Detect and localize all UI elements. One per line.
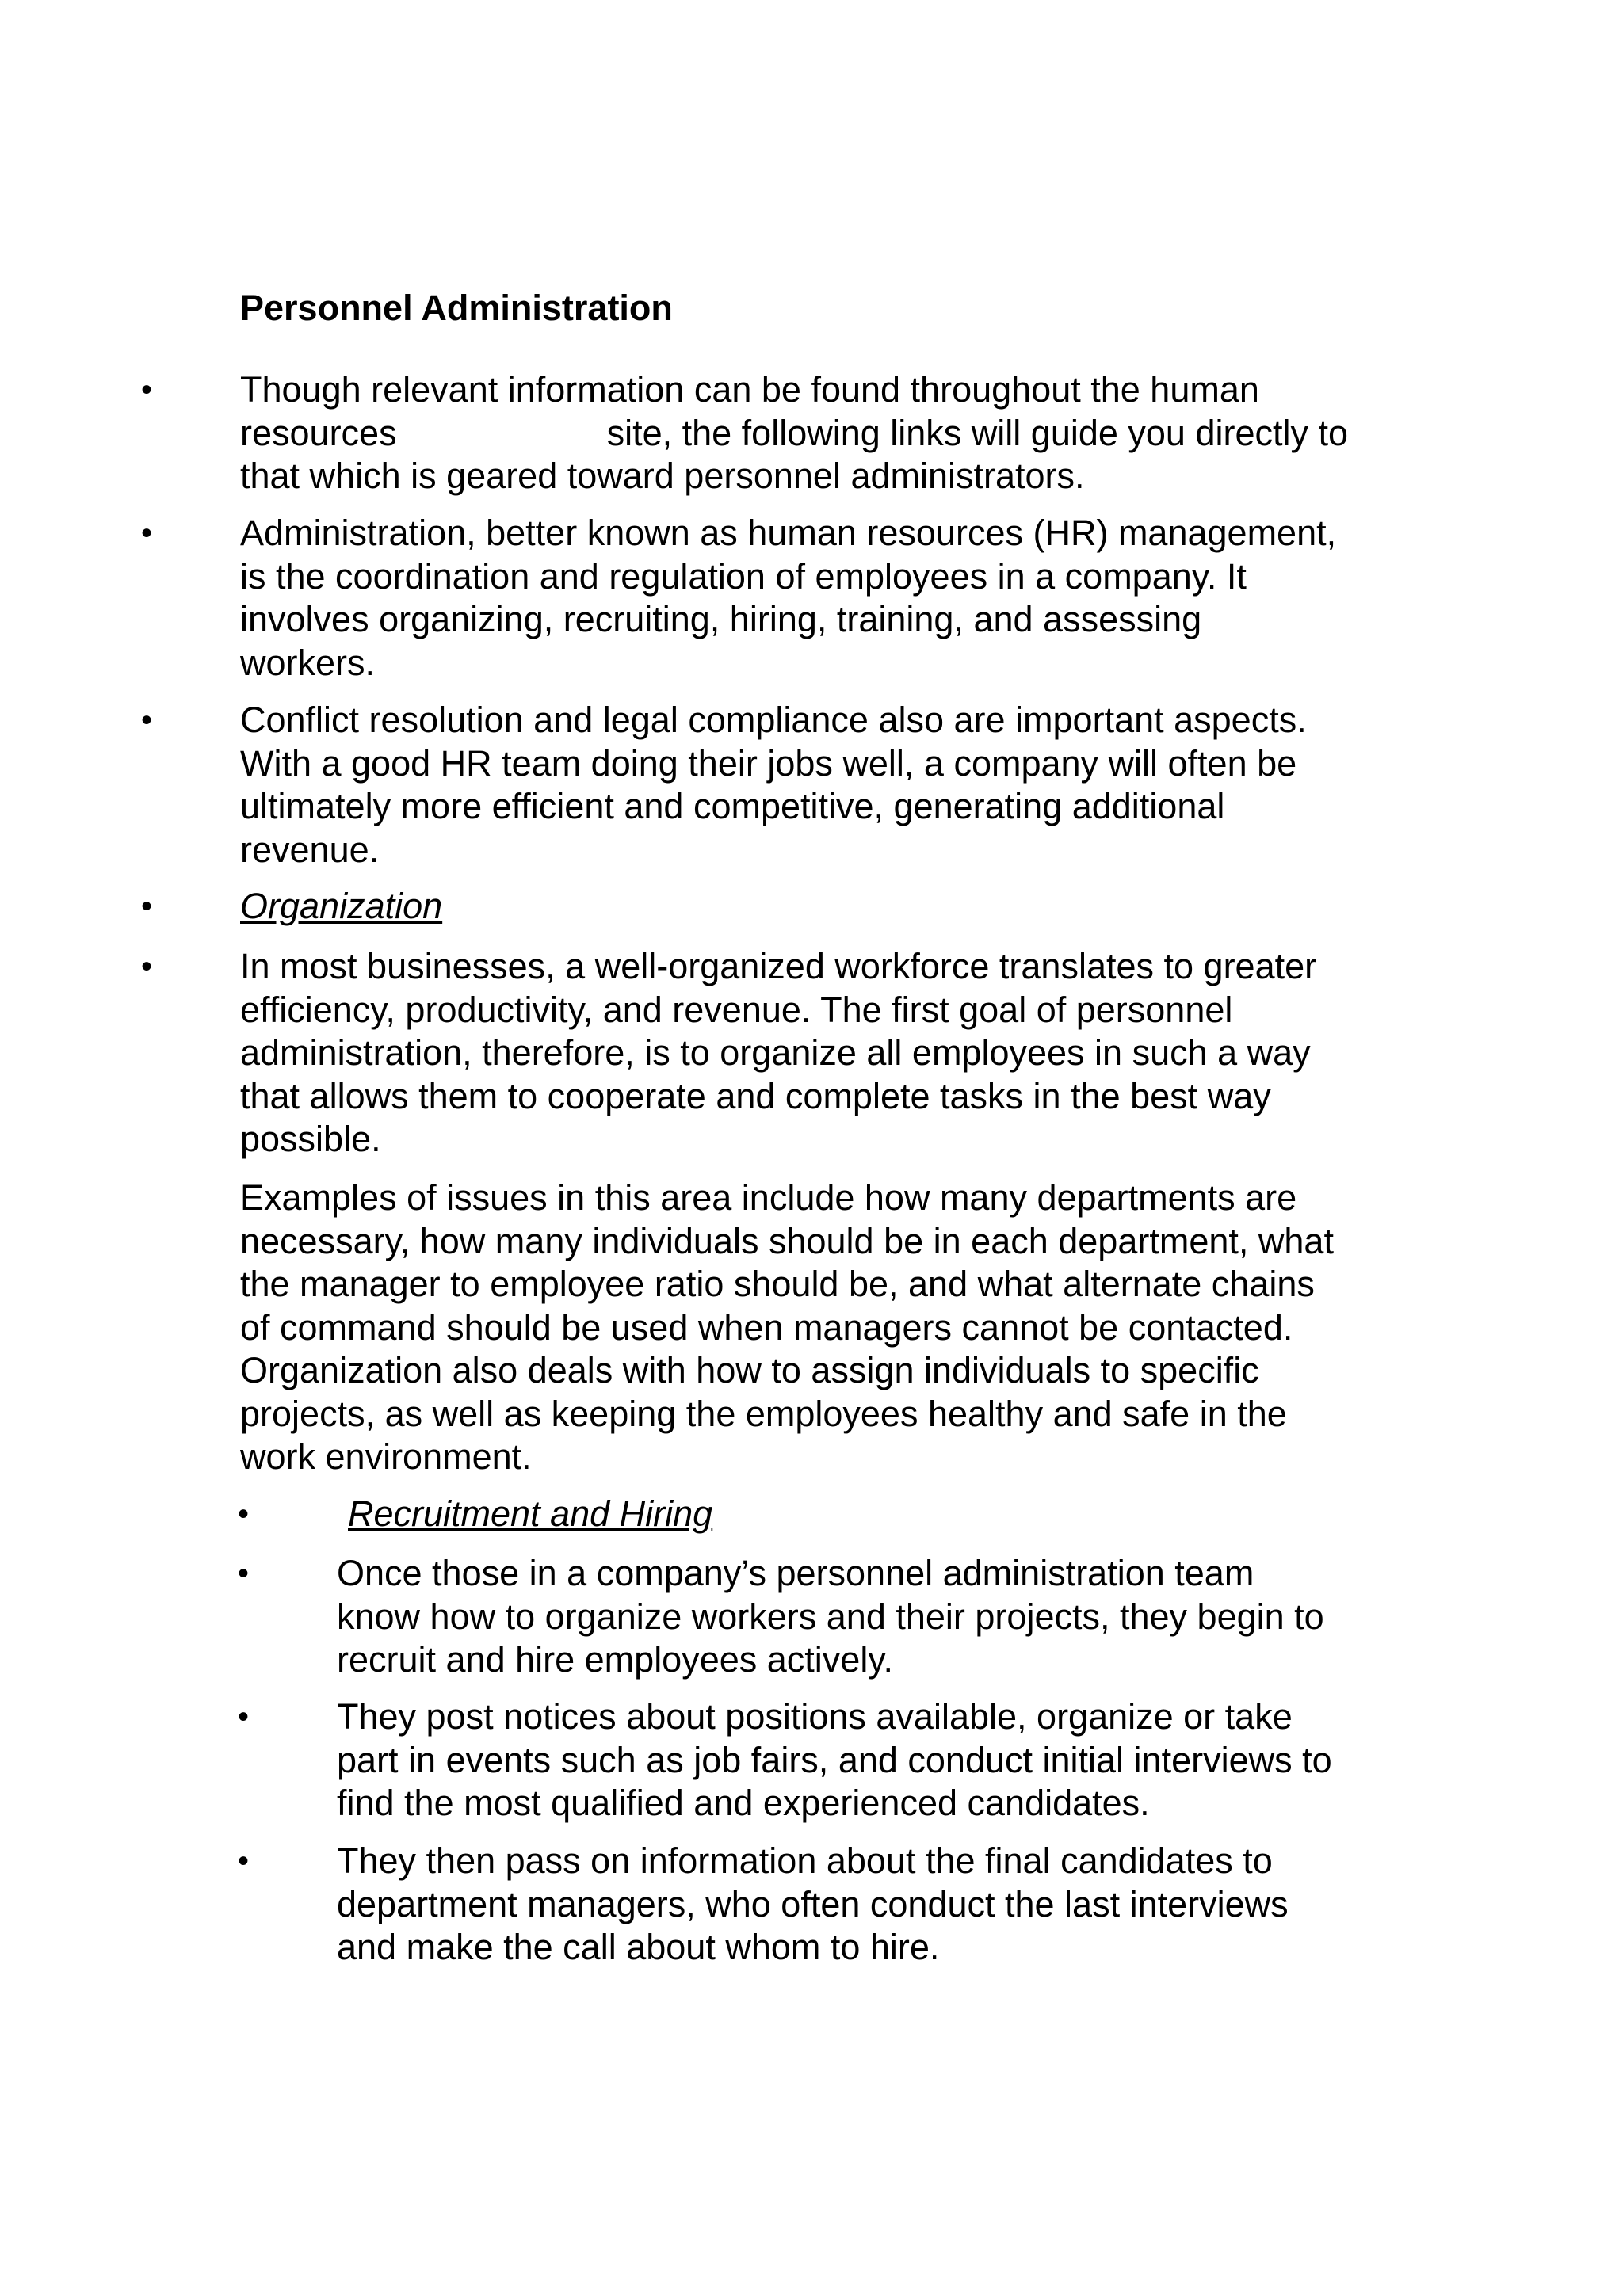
list-item [238,1552,1415,1682]
list-item [238,1493,1415,1536]
text-line: They then pass on information about the final candidates to [337,1840,1273,1881]
text-line: that allows them to cooperate and complete tasks in the best way [240,1075,1271,1116]
recruitment-and-hiring-link[interactable]: Recruitment and Hiring [348,1493,713,1534]
text-line: efficiency, productivity, and revenue. The first goal of personnel [240,989,1233,1030]
bullet-icon: • [238,1844,250,1878]
text-line: ultimately more efficient and competitive, generating additional [240,786,1225,826]
text-line: workers. [240,642,376,683]
text-line: administration, therefore, is to organize all employees in such a way [240,1032,1311,1073]
text-line: Examples of issues in this area include how many departments are [240,1177,1297,1218]
bullet-icon: • [141,949,153,984]
text-line: With a good HR team doing their jobs well, a company will often be [240,742,1297,784]
text-line: Though relevant information can be found throughout the human [240,369,1259,410]
text-fragment: resources [240,412,397,453]
list-item [238,1840,1415,1970]
text-line: find the most qualified and experienced candidates. [337,1783,1150,1823]
list-item [141,512,1413,685]
text-line: necessary, how many individuals should be in each department, what [240,1220,1334,1261]
organization-link[interactable]: Organization [240,886,443,926]
list-item [141,368,1413,498]
text-line: the manager to employee ratio should be, and what alternate chains [240,1264,1315,1304]
text-line: of command should be used when managers cannot be contacted. [240,1306,1293,1348]
bullet-icon: • [141,889,153,924]
list-item [141,699,1413,871]
text-line: Administration, better known as human resources (HR) management, [240,513,1337,553]
text-line: that which is geared toward personnel administrators. [240,456,1085,496]
text-line: work environment. [240,1436,532,1477]
text-line: know how to organize workers and their projects, they begin to [337,1596,1324,1637]
text-line: and make the call about whom to hire. [337,1927,940,1967]
text-line: They post notices about positions available, organize or take [337,1696,1293,1737]
text-fragment: site, the following links will guide you directly to [606,412,1349,453]
text-line: is the coordination and regulation of employees in a company. It [240,555,1247,597]
list-item [238,1695,1415,1825]
text-line: projects, as well as keeping the employees healthy and safe in the [240,1393,1287,1434]
text-line: In most businesses, a well-organized workforce translates to greater [240,946,1317,986]
bullet-icon: • [238,1699,250,1734]
list-item [141,945,1413,1161]
text-line [240,412,1413,456]
bullet-icon: • [141,516,153,551]
page-title: Personnel Administration [240,288,673,328]
bullet-icon: • [141,703,153,738]
text-line: Once those in a company’s personnel administration team [337,1553,1254,1593]
text-line: revenue. [240,829,380,870]
bullet-icon: • [141,372,153,407]
text-line: possible. [240,1119,381,1159]
bullet-icon: • [238,1497,250,1531]
text-line: involves organizing, recruiting, hiring, training, and assessing [240,599,1202,639]
list-item [141,885,1413,929]
paragraph [240,1177,1413,1479]
text-line: part in events such as job fairs, and conduct initial interviews to [337,1739,1332,1780]
text-line: Organization also deals with how to assign individuals to specific [240,1350,1259,1390]
bullet-icon: • [238,1556,250,1591]
text-line: recruit and hire employees actively. [337,1639,893,1680]
text-line: department managers, who often conduct the last interviews [337,1883,1289,1924]
text-line: Conflict resolution and legal compliance also are important aspects. [240,700,1307,740]
